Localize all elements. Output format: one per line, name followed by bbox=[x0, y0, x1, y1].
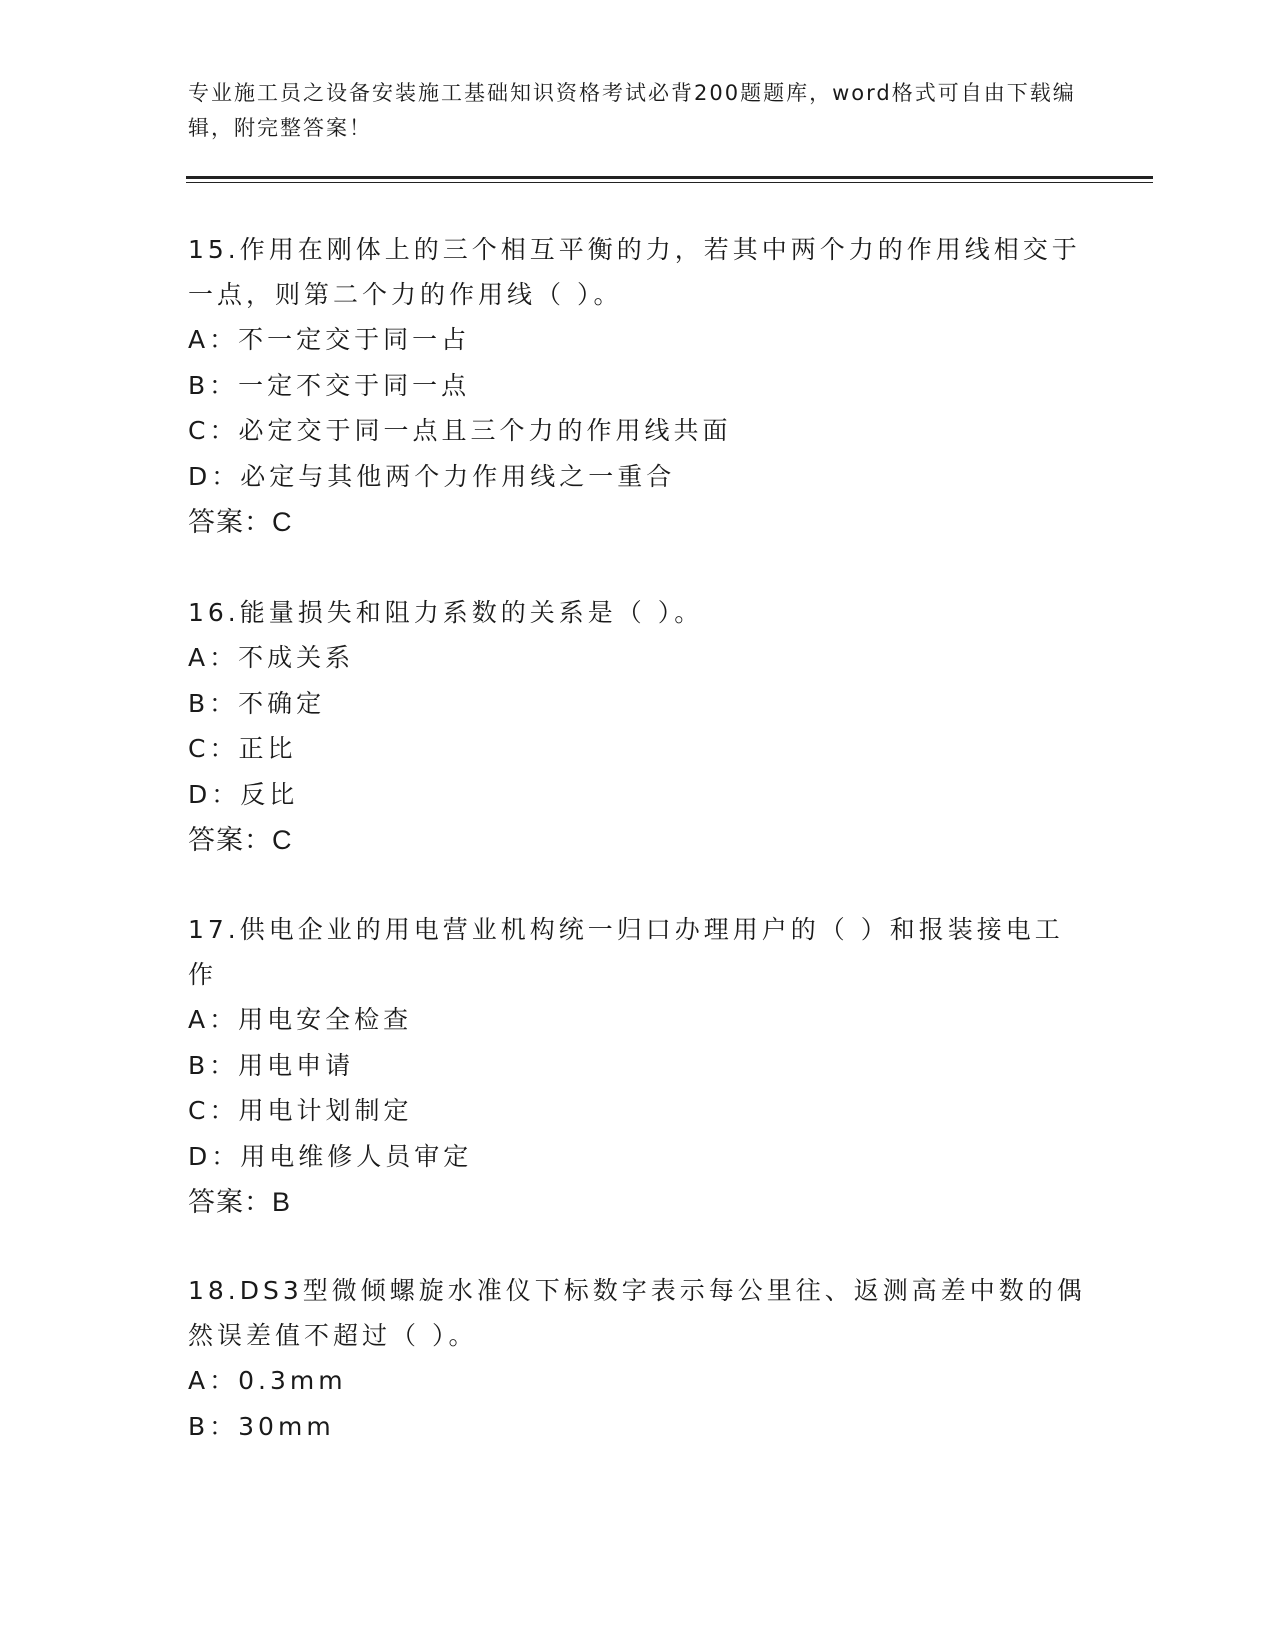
option-b: B：30mm bbox=[188, 1411, 335, 1441]
option-d: D：必定与其他两个力作用线之一重合 bbox=[188, 461, 676, 491]
question-stem: 16.能量损失和阻力系数的关系是（ ）。 bbox=[188, 598, 704, 627]
question-15 bbox=[188, 227, 1088, 545]
question-stem: 17.供电企业的用电营业机构统一归口办理用户的（ ）和报装接电工作 bbox=[188, 915, 1064, 989]
option-b: B：用电申请 bbox=[188, 1050, 355, 1080]
option-d: D：反比 bbox=[188, 779, 299, 809]
answer-label: 答案：C bbox=[188, 507, 293, 537]
header-note: 专业施工员之设备安装施工基础知识资格考试必背200题题库，word格式可自由下载编辑，附完整答案！ bbox=[188, 81, 1076, 140]
question-17 bbox=[188, 907, 1088, 1225]
header-divider bbox=[186, 176, 1153, 179]
question-stem: 18.DS3型微倾螺旋水准仪下标数字表示每公里往、返测高差中数的偶然误差值不超过（ ）。 bbox=[188, 1276, 1086, 1350]
option-a: A：不成关系 bbox=[188, 643, 355, 672]
answer-label: 答案：B bbox=[188, 1187, 292, 1217]
option-a: A：0.3mm bbox=[188, 1366, 347, 1395]
option-b: B：一定不交于同一点 bbox=[188, 370, 471, 400]
answer-label: 答案：C bbox=[188, 825, 293, 855]
question-16 bbox=[188, 590, 1088, 863]
option-b: B：不确定 bbox=[188, 688, 326, 718]
option-c: C：必定交于同一点且三个力的作用线共面 bbox=[188, 416, 732, 445]
option-a: A：用电安全检查 bbox=[188, 1005, 413, 1034]
option-c: C：用电计划制定 bbox=[188, 1096, 413, 1125]
option-c: C：正比 bbox=[188, 734, 297, 763]
option-d: D：用电维修人员审定 bbox=[188, 1141, 473, 1171]
question-stem: 15.作用在刚体上的三个相互平衡的力，若其中两个力的作用线相交于一点，则第二个力的作用线（ ）。 bbox=[188, 235, 1081, 309]
question-18 bbox=[188, 1268, 1088, 1449]
option-a: A：不一定交于同一占 bbox=[188, 325, 471, 354]
